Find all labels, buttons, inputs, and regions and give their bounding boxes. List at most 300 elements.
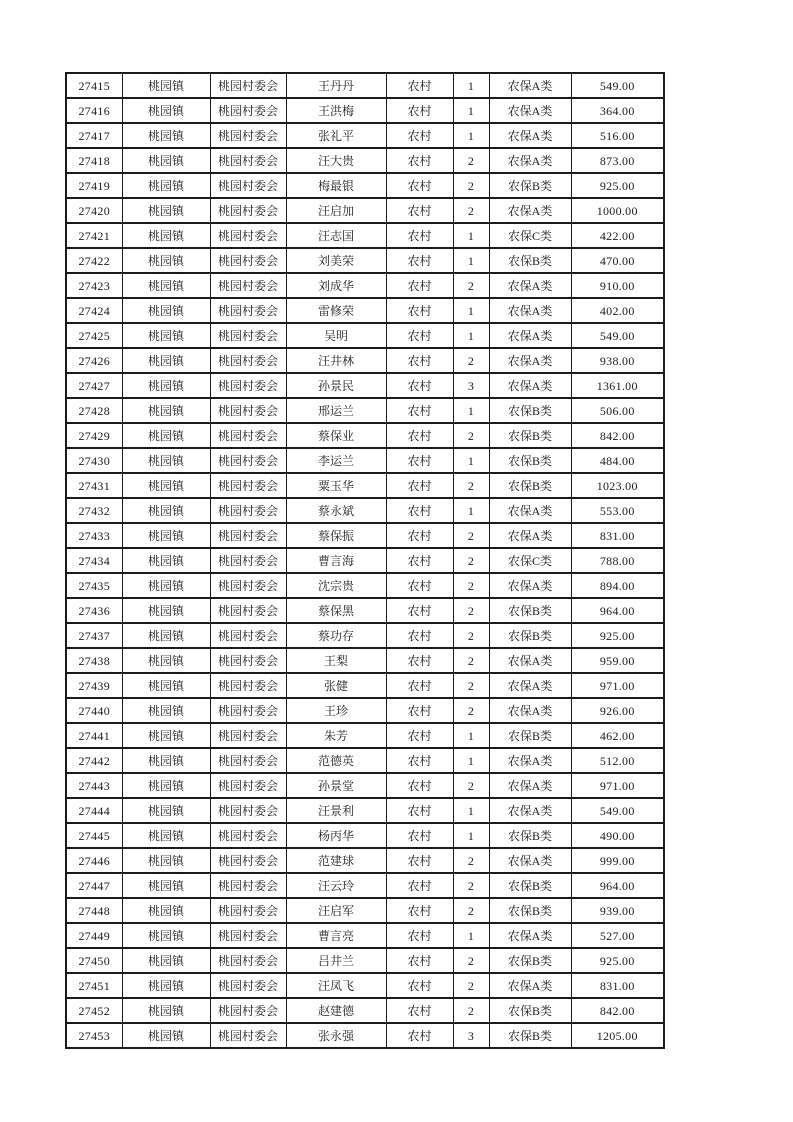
cell-village: 桃园村委会 [210,598,286,623]
cell-amount: 971.00 [571,673,664,698]
cell-town: 桃园镇 [122,848,210,873]
cell-category: 农保A类 [489,98,571,123]
cell-serial: 27445 [66,823,122,848]
cell-amount: 549.00 [571,798,664,823]
table-row [66,923,664,948]
cell-amount: 422.00 [571,223,664,248]
cell-town: 桃园镇 [122,348,210,373]
cell-town: 桃园镇 [122,748,210,773]
cell-amount: 1000.00 [571,198,664,223]
cell-name: 吕井兰 [286,948,386,973]
cell-residence: 农村 [386,748,453,773]
cell-residence: 农村 [386,173,453,198]
cell-name: 张礼平 [286,123,386,148]
cell-serial: 27415 [66,73,122,98]
cell-name: 范德英 [286,748,386,773]
cell-name: 邢运兰 [286,398,386,423]
cell-category: 农保A类 [489,323,571,348]
cell-amount: 939.00 [571,898,664,923]
cell-village: 桃园村委会 [210,323,286,348]
cell-category: 农保B类 [489,823,571,848]
cell-count: 1 [453,448,489,473]
cell-category: 农保A类 [489,198,571,223]
cell-serial: 27437 [66,623,122,648]
cell-count: 1 [453,798,489,823]
cell-town: 桃园镇 [122,998,210,1023]
table-row [66,323,664,348]
cell-town: 桃园镇 [122,98,210,123]
cell-category: 农保A类 [489,773,571,798]
cell-name: 王梨 [286,648,386,673]
cell-village: 桃园村委会 [210,173,286,198]
cell-serial: 27443 [66,773,122,798]
cell-serial: 27417 [66,123,122,148]
table-row [66,823,664,848]
cell-amount: 926.00 [571,698,664,723]
cell-town: 桃园镇 [122,623,210,648]
cell-serial: 27446 [66,848,122,873]
cell-residence: 农村 [386,798,453,823]
cell-serial: 27433 [66,523,122,548]
cell-serial: 27426 [66,348,122,373]
table-row [66,1023,664,1048]
cell-count: 2 [453,523,489,548]
cell-serial: 27425 [66,323,122,348]
cell-village: 桃园村委会 [210,423,286,448]
cell-count: 1 [453,398,489,423]
table-row [66,598,664,623]
cell-serial: 27440 [66,698,122,723]
cell-residence: 农村 [386,823,453,848]
table-row [66,248,664,273]
cell-name: 王珍 [286,698,386,723]
cell-count: 2 [453,198,489,223]
cell-town: 桃园镇 [122,598,210,623]
cell-residence: 农村 [386,148,453,173]
cell-serial: 27442 [66,748,122,773]
cell-amount: 549.00 [571,73,664,98]
cell-town: 桃园镇 [122,448,210,473]
cell-name: 范建球 [286,848,386,873]
table-row [66,398,664,423]
cell-name: 梅最银 [286,173,386,198]
cell-residence: 农村 [386,273,453,298]
cell-town: 桃园镇 [122,148,210,173]
cell-count: 2 [453,873,489,898]
table-row [66,448,664,473]
cell-name: 孙景民 [286,373,386,398]
cell-serial: 27422 [66,248,122,273]
cell-amount: 1361.00 [571,373,664,398]
cell-residence: 农村 [386,323,453,348]
table-row [66,998,664,1023]
cell-residence: 农村 [386,773,453,798]
cell-count: 2 [453,148,489,173]
cell-residence: 农村 [386,498,453,523]
cell-amount: 512.00 [571,748,664,773]
cell-count: 1 [453,298,489,323]
cell-residence: 农村 [386,73,453,98]
cell-village: 桃园村委会 [210,223,286,248]
cell-village: 桃园村委会 [210,1023,286,1048]
cell-name: 汪凤飞 [286,973,386,998]
table-row [66,798,664,823]
cell-category: 农保C类 [489,548,571,573]
cell-serial: 27453 [66,1023,122,1048]
cell-category: 农保B类 [489,423,571,448]
cell-village: 桃园村委会 [210,348,286,373]
cell-category: 农保A类 [489,573,571,598]
cell-village: 桃园村委会 [210,798,286,823]
cell-serial: 27420 [66,198,122,223]
cell-amount: 910.00 [571,273,664,298]
table-row [66,698,664,723]
cell-amount: 462.00 [571,723,664,748]
cell-residence: 农村 [386,973,453,998]
cell-residence: 农村 [386,598,453,623]
cell-category: 农保B类 [489,248,571,273]
cell-serial: 27429 [66,423,122,448]
cell-name: 王洪梅 [286,98,386,123]
cell-name: 曹言亮 [286,923,386,948]
cell-town: 桃园镇 [122,923,210,948]
cell-town: 桃园镇 [122,723,210,748]
cell-residence: 农村 [386,948,453,973]
cell-category: 农保C类 [489,223,571,248]
cell-village: 桃园村委会 [210,623,286,648]
table-row [66,748,664,773]
table-row [66,948,664,973]
cell-count: 2 [453,348,489,373]
cell-village: 桃园村委会 [210,948,286,973]
cell-category: 农保A类 [489,523,571,548]
cell-count: 2 [453,698,489,723]
cell-residence: 农村 [386,548,453,573]
cell-amount: 925.00 [571,948,664,973]
cell-town: 桃园镇 [122,823,210,848]
cell-residence: 农村 [386,473,453,498]
cell-name: 蔡功存 [286,623,386,648]
cell-village: 桃园村委会 [210,848,286,873]
cell-serial: 27451 [66,973,122,998]
cell-category: 农保B类 [489,398,571,423]
cell-village: 桃园村委会 [210,823,286,848]
cell-category: 农保B类 [489,998,571,1023]
cell-village: 桃园村委会 [210,98,286,123]
cell-category: 农保A类 [489,73,571,98]
cell-serial: 27424 [66,298,122,323]
cell-name: 汪启加 [286,198,386,223]
cell-name: 刘美荣 [286,248,386,273]
cell-serial: 27435 [66,573,122,598]
table-row [66,98,664,123]
cell-count: 3 [453,373,489,398]
cell-town: 桃园镇 [122,73,210,98]
table-row [66,198,664,223]
cell-residence: 农村 [386,648,453,673]
cell-town: 桃园镇 [122,948,210,973]
cell-residence: 农村 [386,298,453,323]
table-row [66,123,664,148]
cell-category: 农保A类 [489,798,571,823]
cell-count: 1 [453,123,489,148]
cell-name: 汪景利 [286,798,386,823]
cell-serial: 27428 [66,398,122,423]
cell-town: 桃园镇 [122,248,210,273]
cell-residence: 农村 [386,1023,453,1048]
cell-amount: 925.00 [571,623,664,648]
cell-category: 农保B类 [489,173,571,198]
cell-village: 桃园村委会 [210,923,286,948]
cell-town: 桃园镇 [122,773,210,798]
cell-village: 桃园村委会 [210,673,286,698]
cell-amount: 527.00 [571,923,664,948]
table-row [66,223,664,248]
cell-count: 2 [453,898,489,923]
cell-amount: 964.00 [571,873,664,898]
cell-town: 桃园镇 [122,398,210,423]
cell-village: 桃园村委会 [210,998,286,1023]
table-row [66,423,664,448]
cell-amount: 925.00 [571,173,664,198]
cell-count: 2 [453,548,489,573]
cell-amount: 490.00 [571,823,664,848]
cell-serial: 27450 [66,948,122,973]
table-row [66,298,664,323]
cell-amount: 938.00 [571,348,664,373]
cell-amount: 484.00 [571,448,664,473]
cell-category: 农保A类 [489,923,571,948]
cell-category: 农保A类 [489,973,571,998]
cell-village: 桃园村委会 [210,248,286,273]
cell-serial: 27427 [66,373,122,398]
cell-name: 曹言海 [286,548,386,573]
cell-category: 农保A类 [489,348,571,373]
cell-town: 桃园镇 [122,648,210,673]
cell-category: 农保B类 [489,723,571,748]
cell-category: 农保B类 [489,473,571,498]
cell-serial: 27452 [66,998,122,1023]
cell-residence: 农村 [386,898,453,923]
cell-name: 雷修荣 [286,298,386,323]
cell-amount: 516.00 [571,123,664,148]
cell-amount: 470.00 [571,248,664,273]
cell-name: 汪井林 [286,348,386,373]
cell-amount: 959.00 [571,648,664,673]
cell-count: 2 [453,598,489,623]
cell-category: 农保A类 [489,273,571,298]
cell-serial: 27432 [66,498,122,523]
table-row [66,173,664,198]
cell-name: 汪志国 [286,223,386,248]
cell-town: 桃园镇 [122,498,210,523]
cell-count: 1 [453,723,489,748]
cell-serial: 27447 [66,873,122,898]
cell-name: 吴明 [286,323,386,348]
cell-residence: 农村 [386,698,453,723]
cell-count: 2 [453,848,489,873]
cell-name: 李运兰 [286,448,386,473]
cell-village: 桃园村委会 [210,373,286,398]
cell-count: 2 [453,973,489,998]
table-row [66,273,664,298]
cell-name: 朱芳 [286,723,386,748]
cell-residence: 农村 [386,848,453,873]
cell-count: 2 [453,948,489,973]
cell-name: 孙景堂 [286,773,386,798]
cell-serial: 27419 [66,173,122,198]
table-row [66,523,664,548]
cell-town: 桃园镇 [122,223,210,248]
cell-serial: 27444 [66,798,122,823]
cell-town: 桃园镇 [122,173,210,198]
cell-village: 桃园村委会 [210,298,286,323]
cell-town: 桃园镇 [122,523,210,548]
table-body [66,73,664,1048]
table-row [66,548,664,573]
cell-residence: 农村 [386,448,453,473]
cell-town: 桃园镇 [122,298,210,323]
cell-village: 桃园村委会 [210,873,286,898]
cell-residence: 农村 [386,873,453,898]
cell-serial: 27449 [66,923,122,948]
cell-village: 桃园村委会 [210,898,286,923]
cell-name: 杨丙华 [286,823,386,848]
cell-amount: 788.00 [571,548,664,573]
table-row [66,648,664,673]
cell-category: 农保B类 [489,598,571,623]
cell-village: 桃园村委会 [210,273,286,298]
cell-serial: 27430 [66,448,122,473]
cell-amount: 1023.00 [571,473,664,498]
cell-category: 农保A类 [489,698,571,723]
cell-town: 桃园镇 [122,898,210,923]
cell-serial: 27438 [66,648,122,673]
cell-village: 桃园村委会 [210,723,286,748]
cell-village: 桃园村委会 [210,973,286,998]
cell-category: 农保B类 [489,623,571,648]
cell-town: 桃园镇 [122,273,210,298]
table-row [66,498,664,523]
cell-village: 桃园村委会 [210,498,286,523]
cell-count: 1 [453,498,489,523]
cell-village: 桃园村委会 [210,548,286,573]
cell-town: 桃园镇 [122,698,210,723]
cell-amount: 842.00 [571,998,664,1023]
table-row [66,673,664,698]
cell-residence: 农村 [386,373,453,398]
table-row [66,898,664,923]
cell-category: 农保B类 [489,1023,571,1048]
cell-count: 1 [453,223,489,248]
cell-town: 桃园镇 [122,473,210,498]
cell-town: 桃园镇 [122,573,210,598]
cell-amount: 999.00 [571,848,664,873]
cell-name: 汪云玲 [286,873,386,898]
cell-residence: 农村 [386,123,453,148]
cell-count: 2 [453,173,489,198]
cell-village: 桃园村委会 [210,523,286,548]
cell-residence: 农村 [386,248,453,273]
cell-amount: 873.00 [571,148,664,173]
cell-count: 2 [453,423,489,448]
cell-count: 1 [453,748,489,773]
cell-village: 桃园村委会 [210,473,286,498]
cell-name: 汪大贵 [286,148,386,173]
cell-town: 桃园镇 [122,873,210,898]
cell-category: 农保B类 [489,873,571,898]
cell-count: 1 [453,98,489,123]
cell-count: 1 [453,823,489,848]
table-row [66,623,664,648]
cell-category: 农保B类 [489,448,571,473]
cell-count: 2 [453,273,489,298]
cell-serial: 27431 [66,473,122,498]
cell-amount: 549.00 [571,323,664,348]
cell-town: 桃园镇 [122,973,210,998]
payment-table [65,72,665,1049]
cell-name: 蔡保振 [286,523,386,548]
cell-amount: 842.00 [571,423,664,448]
cell-residence: 农村 [386,423,453,448]
cell-name: 赵建德 [286,998,386,1023]
cell-village: 桃园村委会 [210,573,286,598]
cell-village: 桃园村委会 [210,748,286,773]
cell-village: 桃园村委会 [210,648,286,673]
cell-amount: 553.00 [571,498,664,523]
cell-count: 1 [453,73,489,98]
cell-count: 1 [453,248,489,273]
cell-residence: 农村 [386,573,453,598]
cell-village: 桃园村委会 [210,773,286,798]
table-row [66,973,664,998]
cell-serial: 27439 [66,673,122,698]
cell-count: 2 [453,673,489,698]
cell-amount: 831.00 [571,973,664,998]
table-row [66,873,664,898]
cell-name: 张永强 [286,1023,386,1048]
cell-town: 桃园镇 [122,123,210,148]
cell-amount: 831.00 [571,523,664,548]
cell-town: 桃园镇 [122,423,210,448]
cell-serial: 27434 [66,548,122,573]
table-row [66,723,664,748]
cell-count: 1 [453,923,489,948]
cell-serial: 27436 [66,598,122,623]
cell-category: 农保A类 [489,848,571,873]
cell-amount: 964.00 [571,598,664,623]
cell-village: 桃园村委会 [210,448,286,473]
cell-name: 沈宗贵 [286,573,386,598]
cell-serial: 27423 [66,273,122,298]
cell-residence: 农村 [386,673,453,698]
cell-village: 桃园村委会 [210,198,286,223]
cell-count: 1 [453,323,489,348]
cell-name: 蔡保黑 [286,598,386,623]
cell-town: 桃园镇 [122,1023,210,1048]
cell-count: 2 [453,773,489,798]
table-row [66,773,664,798]
table-row [66,148,664,173]
cell-count: 2 [453,648,489,673]
cell-serial: 27421 [66,223,122,248]
cell-category: 农保A类 [489,373,571,398]
table-row [66,848,664,873]
cell-town: 桃园镇 [122,323,210,348]
cell-category: 农保A类 [489,648,571,673]
cell-amount: 971.00 [571,773,664,798]
cell-name: 蔡永斌 [286,498,386,523]
